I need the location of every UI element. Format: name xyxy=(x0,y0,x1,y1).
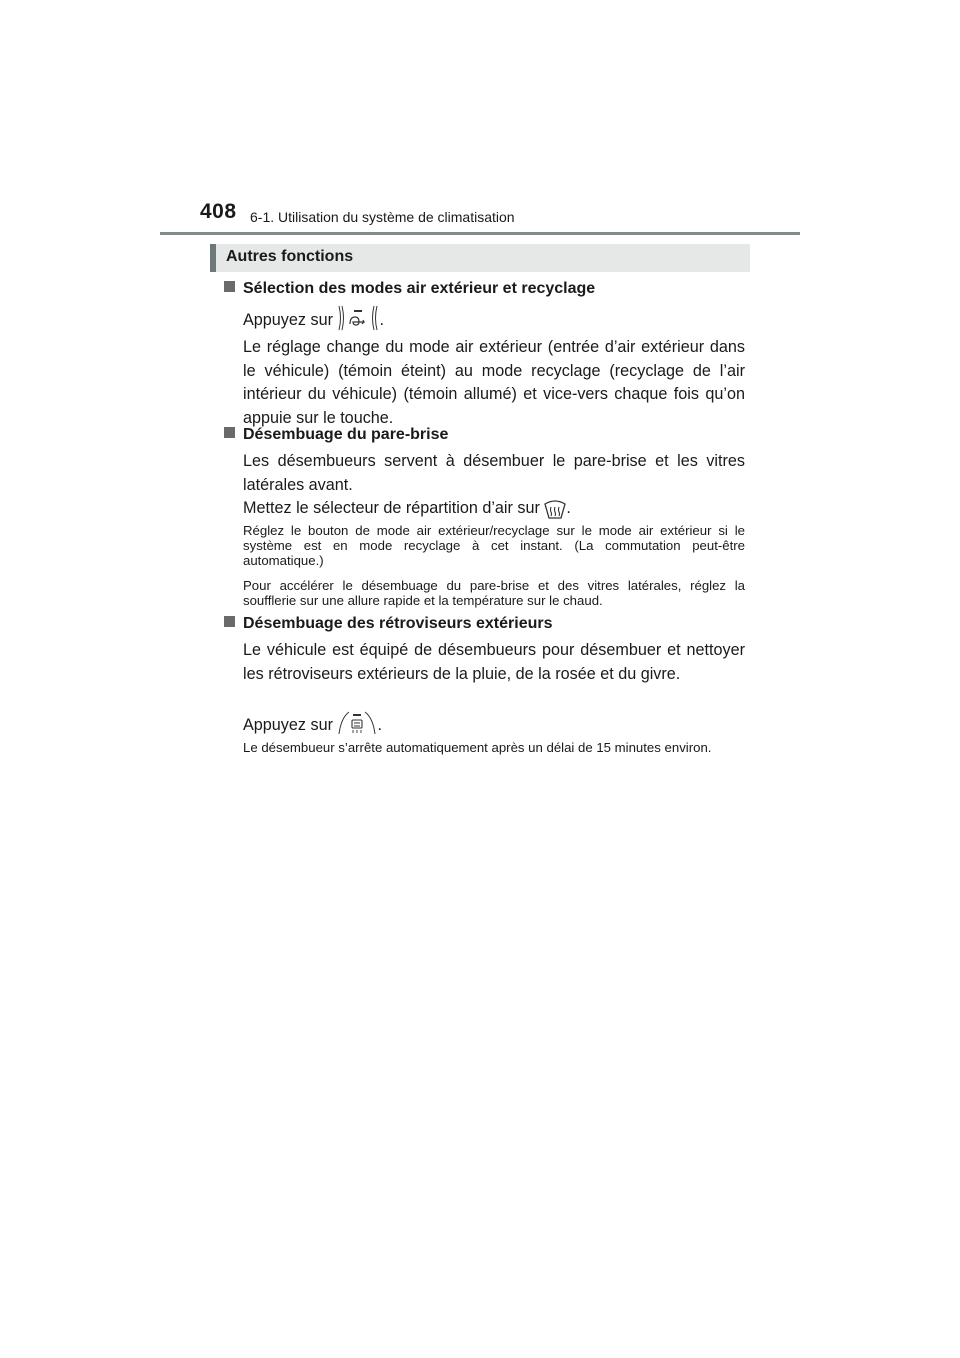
mirrors-note: Le désembueur s’arrête automatiquement après un délai de 15 minutes environ. xyxy=(243,740,712,755)
section-title: Autres fonctions xyxy=(226,248,354,265)
square-bullet-icon xyxy=(224,427,235,438)
subheading-recirculation xyxy=(224,280,595,298)
air-recirculation-button-icon xyxy=(337,305,379,339)
mirrors-instruction xyxy=(243,710,745,744)
instruction-text: Mettez le sélecteur de répartition d’air sur xyxy=(243,499,540,517)
subheading-windshield xyxy=(224,426,448,444)
subheading-mirrors xyxy=(224,615,552,633)
recirculation-instruction xyxy=(243,305,745,339)
instruction-end: . xyxy=(377,716,382,734)
subheading-text: Sélection des modes air extérieur et recyclage xyxy=(243,280,596,297)
header-divider xyxy=(160,232,800,235)
instruction-end: . xyxy=(566,499,571,517)
windshield-note-2: Pour accélérer le désembuage du pare-brise et des vitres latérales, réglez la soufflerie sur une allure rapide et la température sur le chaud. xyxy=(243,578,745,609)
subheading-text: Désembuage des rétroviseurs extérieurs xyxy=(243,615,553,632)
mirrors-description: Le véhicule est équipé de désembueurs pour désembuer et nettoyer les rétroviseurs extérieurs de la pluie, de la rosée et du givre. xyxy=(243,641,745,683)
instruction-text: Appuyez sur xyxy=(243,311,333,329)
mirror-defogger-button-icon xyxy=(337,710,377,744)
chapter-title: 6-1. Utilisation du système de climatisation xyxy=(250,209,515,225)
instruction-text: Appuyez sur xyxy=(243,716,333,734)
windshield-note-1: Réglez le bouton de mode air extérieur/recyclage sur le mode air extérieur si le système est en mode recyclage à cet instant. (La commutation peut-être automatique.) xyxy=(243,523,745,569)
square-bullet-icon xyxy=(224,616,235,627)
subheading-text: Désembuage du pare-brise xyxy=(243,426,449,443)
windshield-description: Les désembueurs servent à désembuer le pare-brise et les vitres latérales avant. xyxy=(243,452,745,494)
recirculation-description: Le réglage change du mode air extérieur (entrée d’air extérieur dans le véhicule) (témoin éteint) au mode recyclage (recyclage de l’air intérieur du véhicule) (témoin allumé) et vice-vers chaque fois qu’on appuie sur le touche. xyxy=(243,338,745,427)
page-number: 408 xyxy=(200,200,237,223)
section-header xyxy=(210,244,750,272)
instruction-end: . xyxy=(379,311,384,329)
square-bullet-icon xyxy=(224,281,235,292)
